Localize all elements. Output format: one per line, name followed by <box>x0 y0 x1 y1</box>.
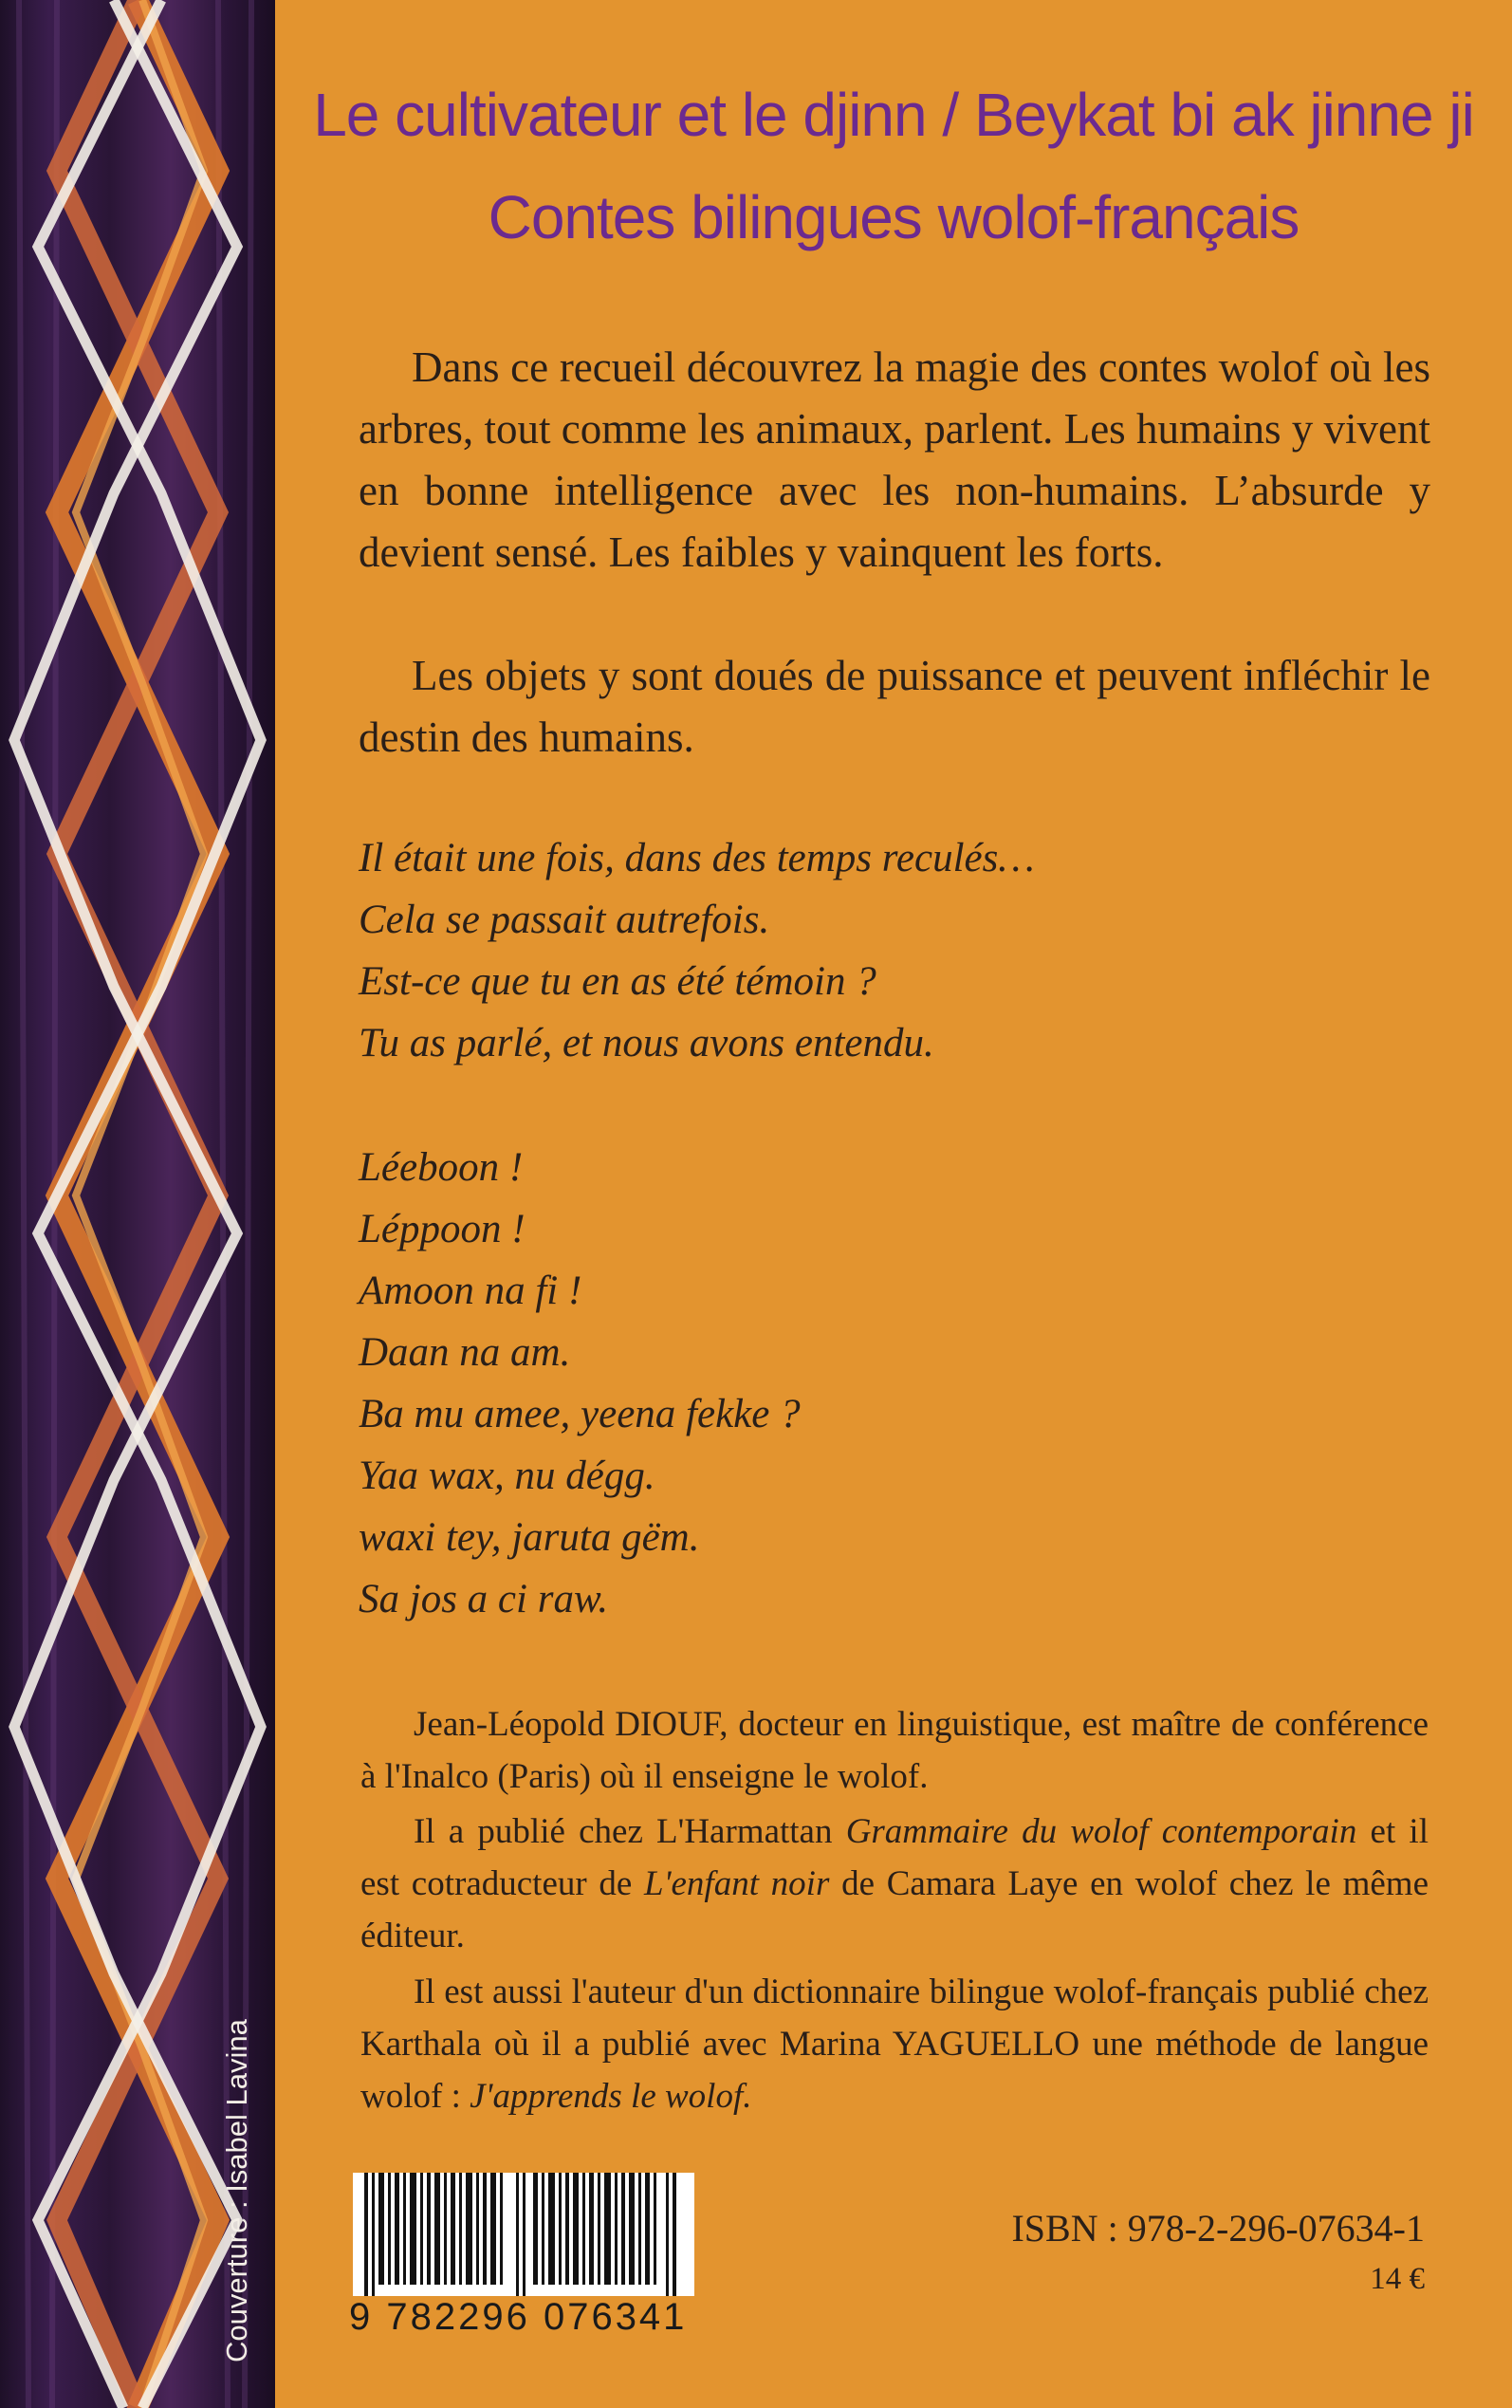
isbn: ISBN : 978-2-296-07634-1 <box>1011 2207 1425 2250</box>
author-bio-paragraph-1: Jean-Léopold DIOUF, docteur en linguistique, est maître de conférence à l'Inalco (Paris) où il enseigne le wolof. <box>360 1705 1429 1796</box>
author-bio-paragraph-3: Il est aussi l'auteur d'un dictionnaire bilingue wolof-français publié chez Karthala où il a publié avec Marina YAGUELLO une méthode de langue wolof : J'apprends le wolof. <box>360 1973 1429 2116</box>
formula-line: Sa jos a ci raw. <box>359 1577 609 1621</box>
barcode-bars <box>353 2173 694 2296</box>
formula-line: Amoon na fi ! <box>359 1269 582 1313</box>
formula-line: waxi tey, jaruta gëm. <box>359 1515 700 1560</box>
formula-line: Yaa wax, nu dégg. <box>359 1454 655 1498</box>
formula-line: Léppoon ! <box>359 1207 526 1251</box>
book-title-reference: L'enfant noir <box>644 1864 830 1903</box>
formula-line: Cela se passait autrefois. <box>359 898 770 942</box>
formula-line: Tu as parlé, et nous avons entendu. <box>359 1021 934 1065</box>
cover-credit: Couverture : Isabel Lavina <box>220 2019 253 2362</box>
barcode <box>353 2173 694 2296</box>
book-subtitle: Contes bilingues wolof-français <box>488 183 1300 251</box>
price: 14 € <box>1370 2262 1425 2296</box>
barcode-number: 9 782296 076341 <box>349 2296 688 2338</box>
french-tale-formula <box>359 827 1449 1074</box>
book-title-reference: Grammaire du wolof contemporain <box>845 1812 1357 1851</box>
woven-spine-artwork <box>0 0 275 2408</box>
intro-paragraph-2: Les objets y sont doués de puissance et peuvent infléchir le destin des humains. <box>359 652 1430 761</box>
formula-line: Il était une fois, dans des temps reculés… <box>359 836 1035 880</box>
formula-line: Léeboon ! <box>359 1145 524 1190</box>
formula-line: Daan na am. <box>359 1330 571 1375</box>
formula-line: Ba mu amee, yeena fekke ? <box>359 1392 801 1436</box>
book-title: Le cultivateur et le djinn / Beykat bi ak jinne ji <box>313 81 1474 149</box>
book-title-reference: J'apprends le wolof. <box>470 2077 752 2116</box>
formula-line: Est-ce que tu en as été témoin ? <box>359 959 876 1004</box>
intro-paragraph-1: Dans ce recueil découvrez la magie des contes wolof où les arbres, tout comme les animaux, parlent. Les humains y vivent en bonne intelligence avec les non-humains. L’absurde y devient sensé. Les faibles y vainquent les forts. <box>359 343 1430 576</box>
author-bio-paragraph-2: Il a publié chez L'Harmattan Grammaire du wolof contemporain et il est cotraducteur de L'enfant noir de Camara Laye en wolof chez le même éditeur. <box>360 1812 1429 1955</box>
wolof-tale-formula <box>359 1137 1449 1630</box>
